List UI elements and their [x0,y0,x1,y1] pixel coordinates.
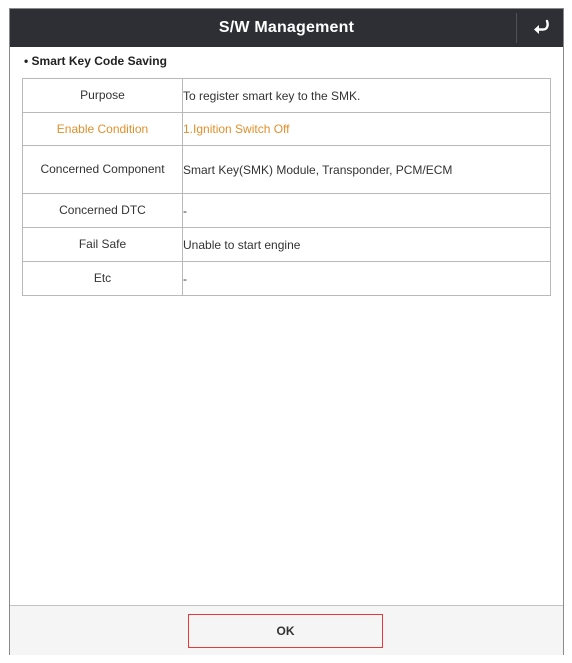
title-divider [516,13,517,43]
row-value: - [183,194,551,228]
info-table [22,78,551,296]
row-key: Concerned Component [23,146,183,194]
table-row-fail-safe [23,228,551,262]
footer-bar [10,605,563,655]
row-key: Concerned DTC [23,194,183,228]
table-row-etc [23,262,551,296]
row-key: Fail Safe [23,228,183,262]
section-heading: • Smart Key Code Saving [24,54,167,68]
table-row-concerned-dtc [23,194,551,228]
row-value: 1.Ignition Switch Off [183,113,551,146]
window-title: S/W Management [218,19,355,36]
back-button[interactable] [518,9,563,47]
table-row-concerned-component [23,146,551,194]
row-value: To register smart key to the SMK. [183,79,551,113]
row-key: Enable Condition [23,113,183,146]
row-value: Unable to start engine [183,228,551,262]
row-key: Etc [23,262,183,296]
row-value: Smart Key(SMK) Module, Transponder, PCM/ECM [183,146,551,194]
row-key: Purpose [23,79,183,113]
title-bar [10,9,563,47]
sw-management-window [9,8,564,655]
return-arrow-icon [531,19,551,37]
table-row-purpose [23,79,551,113]
table-row-enable-condition [23,113,551,146]
ok-button[interactable]: OK [188,614,383,648]
row-value: - [183,262,551,296]
